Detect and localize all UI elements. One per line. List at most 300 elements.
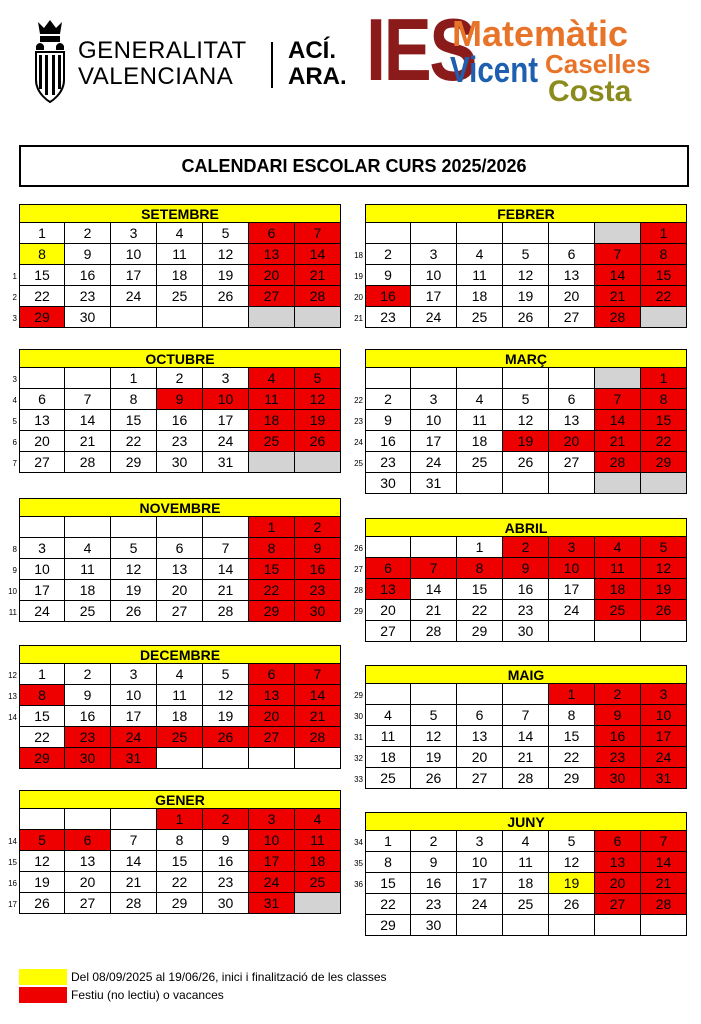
week-number: 25 [354,459,363,468]
week-number: 14 [8,837,17,846]
ies-logo: IES [366,0,475,99]
day-cell [456,472,503,494]
day-cell: 13 [548,409,595,431]
week-number: 35 [354,859,363,868]
day-cell: 7 [202,537,249,559]
day-cell: 20 [156,579,203,601]
day-cell [548,472,595,494]
week-number: 12 [8,671,17,680]
day-cell: 10 [640,704,687,726]
day-cell: 10 [410,264,457,286]
day-cell: 22 [548,746,595,768]
week-number: 29 [354,691,363,700]
day-cell: 12 [410,725,457,747]
day-cell: 23 [64,726,111,748]
week-number [349,895,363,916]
day-cell: 11 [594,557,641,579]
day-cell: 12 [110,558,157,580]
day-cell: 27 [594,893,641,915]
month-9 [354,665,687,789]
day-cell [294,892,341,914]
day-cell: 21 [294,264,341,286]
day-cell: 30 [365,472,411,494]
day-cell: 27 [456,767,503,789]
day-cell [294,747,341,769]
day-cell: 25 [456,306,503,328]
day-cell [502,367,549,389]
day-cell: 14 [502,725,549,747]
day-cell [294,306,341,328]
day-cell: 12 [502,264,549,286]
day-cell: 11 [156,243,203,265]
day-cell: 26 [640,599,687,621]
month-grid [19,664,341,769]
day-cell: 10 [110,243,157,265]
day-cell: 25 [502,893,549,915]
month-grid [365,831,687,936]
day-cell [548,222,595,244]
day-cell: 20 [248,705,295,727]
day-cell [248,306,295,328]
day-cell: 3 [202,367,249,389]
week-number: 3 [12,314,17,323]
day-cell: 6 [248,663,295,685]
week-number: 13 [8,692,17,701]
month-grid [365,684,687,789]
day-cell: 19 [110,579,157,601]
header [0,0,701,120]
day-cell: 22 [248,579,295,601]
week-number: 30 [354,712,363,721]
day-cell: 8 [156,829,203,851]
day-cell: 28 [110,892,157,914]
day-cell: 15 [248,558,295,580]
week-number [349,224,363,245]
day-cell [110,306,157,328]
week-number: 8 [12,545,17,554]
day-cell: 12 [202,684,249,706]
week-number: 7 [12,459,17,468]
day-cell: 13 [248,684,295,706]
month-grid [19,517,341,622]
day-cell [594,222,641,244]
day-cell: 13 [548,264,595,286]
day-cell [365,683,411,705]
day-cell: 15 [110,409,157,431]
day-cell: 18 [294,850,341,872]
day-cell: 31 [248,892,295,914]
day-cell: 5 [502,388,549,410]
day-cell: 23 [594,746,641,768]
day-cell: 9 [202,829,249,851]
day-cell: 26 [202,285,249,307]
day-cell: 29 [456,620,503,642]
week-numbers [349,369,363,495]
day-cell: 12 [548,851,595,873]
day-cell: 7 [294,663,341,685]
week-number: 34 [354,838,363,847]
day-cell: 19 [410,746,457,768]
week-number: 24 [354,438,363,447]
day-cell: 18 [64,579,111,601]
day-cell: 4 [456,243,503,265]
month-title: DECEMBRE [19,645,341,664]
day-cell: 3 [19,537,65,559]
day-cell: 29 [19,747,65,769]
day-cell: 6 [365,557,411,579]
month-grid [365,368,687,494]
day-cell: 4 [502,830,549,852]
day-cell [594,620,641,642]
day-cell: 9 [64,243,111,265]
month-grid [19,368,341,473]
day-cell: 6 [248,222,295,244]
week-number: 19 [354,272,363,281]
aci-line2: ARA. [288,63,347,90]
week-numbers [3,665,17,770]
day-cell: 29 [156,892,203,914]
day-cell: 6 [64,829,111,851]
day-cell: 5 [640,536,687,558]
school-name-word3: Caselles [545,49,651,79]
day-cell [502,222,549,244]
day-cell: 16 [410,872,457,894]
day-cell: 14 [294,243,341,265]
day-cell [502,914,549,936]
week-number: 32 [354,754,363,763]
generalitat-emblem-icon [30,18,70,110]
legend-item-red [19,986,387,1004]
day-cell: 13 [19,409,65,431]
day-cell: 28 [640,893,687,915]
day-cell [19,367,65,389]
day-cell: 30 [410,914,457,936]
day-cell: 4 [365,704,411,726]
week-number: 14 [8,713,17,722]
day-cell: 17 [640,725,687,747]
legend-swatch-red [19,987,67,1003]
day-cell: 1 [640,367,687,389]
week-number: 31 [354,733,363,742]
day-cell: 21 [594,430,641,452]
day-cell: 26 [202,726,249,748]
day-cell: 23 [502,599,549,621]
day-cell: 1 [640,222,687,244]
week-number [3,749,17,770]
day-cell: 22 [19,726,65,748]
day-cell: 24 [548,599,595,621]
day-cell: 5 [19,829,65,851]
day-cell: 29 [248,600,295,622]
school-name-word4: Costa [548,75,632,108]
day-cell: 18 [456,430,503,452]
day-cell: 15 [19,264,65,286]
day-cell: 21 [410,599,457,621]
month-6 [354,204,687,328]
day-cell: 5 [110,537,157,559]
day-cell: 12 [294,388,341,410]
day-cell: 11 [156,684,203,706]
day-cell: 7 [502,704,549,726]
day-cell: 21 [110,871,157,893]
day-cell: 27 [248,285,295,307]
day-cell: 1 [548,683,595,705]
day-cell [156,306,203,328]
day-cell: 19 [294,409,341,431]
month-title: MAIG [365,665,687,684]
day-cell: 22 [640,430,687,452]
day-cell: 16 [156,409,203,431]
day-cell: 14 [64,409,111,431]
day-cell [156,516,203,538]
day-cell: 11 [456,264,503,286]
month-grid [19,223,341,328]
day-cell: 16 [202,850,249,872]
day-cell: 15 [640,409,687,431]
month-7 [354,349,687,494]
day-cell: 29 [110,451,157,473]
week-number [3,728,17,749]
day-cell [64,808,111,830]
week-number: 16 [8,879,17,888]
day-cell: 21 [594,285,641,307]
day-cell [640,620,687,642]
day-cell: 30 [202,892,249,914]
day-cell [502,472,549,494]
month-title: SETEMBRE [19,204,341,223]
school-name-word1: Matemàtic [452,13,629,54]
day-cell: 26 [502,306,549,328]
day-cell: 30 [294,600,341,622]
day-cell [64,367,111,389]
month-1 [12,204,341,328]
week-numbers [349,538,363,622]
day-cell [110,516,157,538]
day-cell: 8 [640,243,687,265]
day-cell: 5 [410,704,457,726]
week-number: 6 [12,438,17,447]
day-cell [202,516,249,538]
day-cell: 25 [156,726,203,748]
day-cell: 15 [456,578,503,600]
legend-label-red: Festiu (no lectiu) o vacances [71,988,224,1002]
day-cell: 29 [365,914,411,936]
generalitat-wordmark [78,38,247,90]
week-number: 23 [354,417,363,426]
day-cell: 4 [594,536,641,558]
day-cell: 16 [64,705,111,727]
week-numbers [3,224,17,329]
day-cell: 17 [410,285,457,307]
day-cell: 24 [410,306,457,328]
day-cell: 27 [64,892,111,914]
day-cell [64,516,111,538]
week-numbers [3,810,17,915]
day-cell: 22 [456,599,503,621]
day-cell: 23 [64,285,111,307]
day-cell: 27 [248,726,295,748]
day-cell: 11 [294,829,341,851]
week-number: 36 [354,880,363,889]
day-cell [594,914,641,936]
day-cell: 24 [19,600,65,622]
day-cell: 10 [110,684,157,706]
day-cell: 6 [456,704,503,726]
week-numbers [3,369,17,474]
day-cell: 18 [248,409,295,431]
day-cell: 8 [365,851,411,873]
day-cell: 6 [19,388,65,410]
day-cell: 6 [156,537,203,559]
day-cell: 19 [502,285,549,307]
day-cell [365,222,411,244]
day-cell: 17 [410,430,457,452]
day-cell: 2 [294,516,341,538]
day-cell: 6 [548,243,595,265]
week-number: 3 [12,375,17,384]
day-cell: 10 [202,388,249,410]
day-cell: 10 [548,557,595,579]
day-cell: 18 [502,872,549,894]
day-cell: 28 [294,285,341,307]
day-cell: 14 [294,684,341,706]
day-cell: 4 [248,367,295,389]
month-grid [365,537,687,642]
day-cell: 15 [640,264,687,286]
day-cell: 30 [594,767,641,789]
day-cell: 11 [502,851,549,873]
week-number: 27 [354,565,363,574]
day-cell: 1 [110,367,157,389]
day-cell: 15 [19,705,65,727]
day-cell: 26 [110,600,157,622]
day-cell [365,536,411,558]
legend [19,968,387,1004]
week-numbers [3,518,17,623]
day-cell: 7 [294,222,341,244]
day-cell [19,516,65,538]
day-cell: 28 [410,620,457,642]
day-cell: 5 [548,830,595,852]
day-cell [594,367,641,389]
day-cell: 2 [156,367,203,389]
month-grid [19,809,341,914]
month-3 [8,498,341,622]
day-cell [410,536,457,558]
day-cell [640,914,687,936]
day-cell: 3 [456,830,503,852]
day-cell: 27 [19,451,65,473]
week-number [349,916,363,937]
day-cell: 11 [64,558,111,580]
day-cell: 4 [64,537,111,559]
day-cell: 23 [202,871,249,893]
day-cell: 2 [64,222,111,244]
week-number: 1 [12,272,17,281]
day-cell: 22 [156,871,203,893]
day-cell: 21 [502,746,549,768]
day-cell: 25 [365,767,411,789]
day-cell [456,914,503,936]
day-cell: 8 [548,704,595,726]
day-cell: 14 [594,409,641,431]
day-cell: 12 [502,409,549,431]
day-cell: 15 [365,872,411,894]
day-cell: 3 [548,536,595,558]
day-cell [248,747,295,769]
day-cell: 14 [640,851,687,873]
day-cell: 13 [594,851,641,873]
day-cell: 17 [548,578,595,600]
day-cell: 25 [456,451,503,473]
day-cell: 15 [548,725,595,747]
day-cell: 4 [294,808,341,830]
day-cell [548,914,595,936]
week-number [3,224,17,245]
day-cell: 7 [64,388,111,410]
day-cell: 23 [365,451,411,473]
week-number [3,810,17,831]
day-cell: 11 [248,388,295,410]
day-cell: 8 [19,684,65,706]
week-number: 17 [8,900,17,909]
day-cell: 26 [410,767,457,789]
day-cell: 20 [64,871,111,893]
week-number: 29 [354,607,363,616]
day-cell: 16 [365,285,411,307]
day-cell: 31 [202,451,249,473]
legend-label-yellow: Del 08/09/2025 al 19/06/26, inici i finalització de les classes [71,970,387,984]
day-cell: 10 [19,558,65,580]
day-cell [110,808,157,830]
day-cell: 7 [410,557,457,579]
day-cell: 9 [594,704,641,726]
day-cell: 3 [248,808,295,830]
gva-line1: GENERALITAT [78,37,247,64]
week-number: 26 [354,544,363,553]
day-cell: 23 [365,306,411,328]
day-cell: 26 [502,451,549,473]
day-cell: 19 [202,705,249,727]
week-numbers [349,685,363,790]
day-cell: 20 [248,264,295,286]
day-cell: 24 [248,871,295,893]
day-cell: 8 [640,388,687,410]
day-cell: 8 [19,243,65,265]
day-cell: 30 [502,620,549,642]
day-cell [456,367,503,389]
day-cell: 7 [640,830,687,852]
month-title: ABRIL [365,518,687,537]
day-cell: 25 [248,430,295,452]
day-cell: 19 [202,264,249,286]
week-number: 33 [354,775,363,784]
day-cell: 5 [294,367,341,389]
day-cell: 16 [64,264,111,286]
day-cell: 9 [365,264,411,286]
legend-item-yellow [19,968,387,986]
day-cell: 18 [456,285,503,307]
day-cell: 22 [19,285,65,307]
month-title: NOVEMBRE [19,498,341,517]
month-8 [354,518,687,642]
day-cell: 31 [110,747,157,769]
day-cell: 28 [594,451,641,473]
day-cell: 3 [110,222,157,244]
week-number: 9 [12,566,17,575]
day-cell: 14 [202,558,249,580]
day-cell [456,683,503,705]
